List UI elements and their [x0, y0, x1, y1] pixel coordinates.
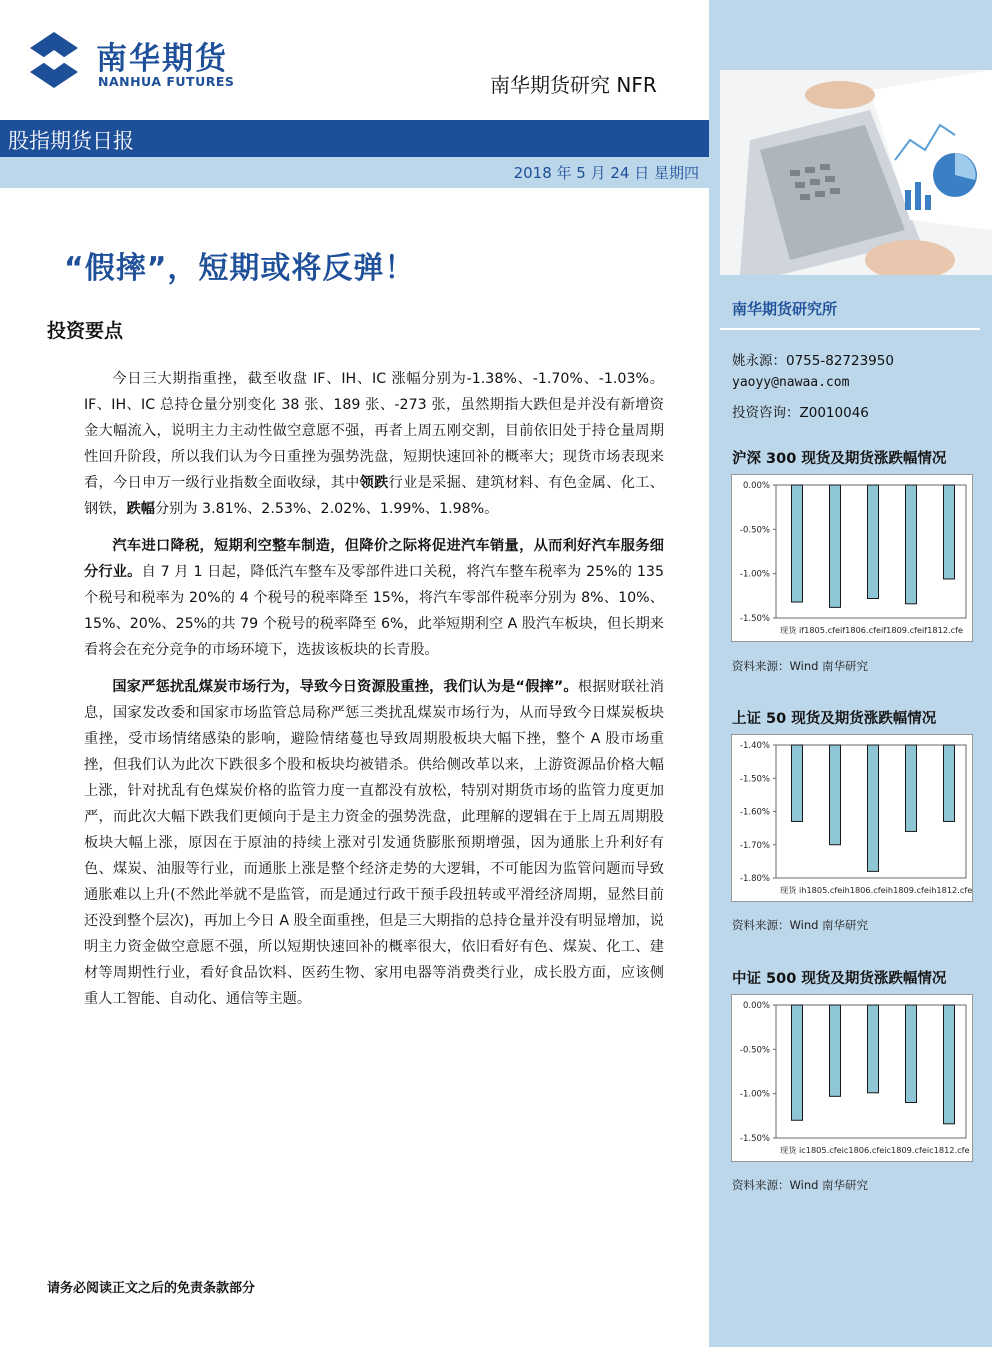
disclaimer-note: 请务必阅读正文之后的免责条款部分	[47, 1281, 256, 1296]
nanhua-logo-icon	[22, 28, 86, 92]
chart-source-hs300: 资料来源：Wind 南华研究	[732, 659, 869, 673]
y-tick-label: -1.60%	[739, 807, 770, 818]
bar-chart-svg	[732, 735, 972, 901]
bar-ic1806.cfe	[868, 1005, 879, 1093]
bar-ih1805.cfe	[830, 745, 841, 845]
section-title: 投资要点	[47, 320, 124, 342]
bar-ic1805.cfe	[830, 1005, 841, 1096]
bar-if1812.cfe	[944, 485, 955, 579]
x-category-labels: 现货 if1805.cfeif1806.cfeif1809.cfeif1812.cfe	[780, 625, 964, 635]
chart-hs300	[731, 474, 973, 642]
y-tick-label: -1.40%	[739, 741, 770, 751]
y-tick-label: -1.50%	[739, 774, 770, 785]
header-photo	[720, 70, 992, 275]
x-category-labels: 现货 ih1805.cfeih1806.cfeih1809.cfeih1812.cfe	[780, 885, 972, 895]
logo-text-cn: 南华期货	[96, 41, 228, 77]
y-tick-label: 0.00%	[742, 1001, 770, 1011]
analyst-contact: 姚永源：0755-82723950	[732, 353, 894, 369]
bar-chart-svg	[732, 995, 972, 1161]
bar-ih1812.cfe	[944, 745, 955, 821]
y-tick-label: -1.50%	[739, 1134, 770, 1144]
sidebar-divider	[720, 328, 980, 330]
bar-ih1806.cfe	[868, 745, 879, 871]
chart-sz50	[731, 734, 973, 902]
bar-ic1812.cfe	[944, 1005, 955, 1124]
paragraph-3: 国家严惩扰乱煤炭市场行为，导致今日资源股重挫，我们认为是“假摔”。根据财联社消息，国家发改委和国家市场监管总局称严惩三类扰乱煤炭市场行为，从而导致今日煤炭板块重挫，受市场情绪感染的影响，避险情绪蔓也导致周期股板块大幅下挫，整个 A 股市场重挫，但我们认为此次下跌很多个股和板块均被错杀。供给侧改革以来，上游资源品价格大幅上涨，针对扰乱有色煤炭价格的监管力度一直都没有放松，特别对期货市场的监管力度更加严，而此次大幅下跌我们更倾向于是主力资金的强势洗盘，此理解的逻辑在于上周五周期股板块大幅上涨，原因在于原油的持续上涨对引发通货膨胀预期增强，因为通胀上升利好有色、煤炭、油服等行业，而通胀上涨是整个经济走势的大逻辑，不可能因为监管问题而导致通胀难以上升(不然此举就不是监管，而是通过行政干预手段扭转或平滑经济周期，显然目前还没到整个层次)，再加上今日 A 股全面重挫，但是三大期指的总持仓量并没有明显增加，说明主力资金做空意愿不强，所以短期快速回补的概率很大，依旧看好有色、煤炭、化工、建材等周期性行业，看好食品饮料、医药生物、家用电器等消费类行业，成长股方面，应该侧重人工智能、自动化、通信等主题。	[84, 679, 664, 1007]
report-date: 2018 年 5 月 24 日 星期四	[513, 164, 699, 182]
y-tick-label: -1.00%	[739, 569, 770, 580]
bar-现货	[792, 745, 803, 821]
research-institute: 南华期货研究所	[732, 300, 838, 318]
y-tick-label: -1.00%	[739, 1089, 770, 1100]
paragraph-2: 汽车进口降税，短期利空整车制造，但降价之际将促进汽车销量，从而利好汽车服务细分行业。自 7 月 1 日起，降低汽车整车及零部件进口关税，将汽车整车税率为 25%的 135 个税号和税率为 20%的 4 个税号的税率降至 15%，将汽车零部件税率分别为 8%、10%、15%、20%、25%的共 79 个税号的税率降至 6%，此举短期利空 A 股汽车板块，但长期来看将会在充分竞争的市场环境下，选拔该板块的长青股。	[84, 538, 664, 658]
headline: “假摔”，短期或将反弹！	[64, 251, 416, 286]
bar-if1805.cfe	[830, 485, 841, 607]
chart-title-zz500: 中证 500 现货及期货涨跌幅情况	[732, 971, 947, 987]
bar-if1806.cfe	[868, 485, 879, 598]
license-number: 投资咨询：Z0010046	[732, 405, 869, 421]
y-tick-label: -0.50%	[739, 525, 770, 536]
y-tick-label: -0.50%	[739, 1045, 770, 1056]
bar-chart-svg	[732, 475, 972, 641]
bar-现货	[792, 485, 803, 602]
bar-ih1809.cfe	[906, 745, 917, 831]
chart-zz500	[731, 994, 973, 1162]
chart-source-sz50: 资料来源：Wind 南华研究	[732, 918, 869, 932]
y-tick-label: -1.80%	[739, 874, 770, 884]
logo-text-en: NANHUA FUTURES	[98, 74, 235, 89]
date-band	[0, 157, 709, 188]
chart-title-hs300: 沪深 300 现货及期货涨跌幅情况	[732, 451, 947, 467]
y-tick-label: -1.50%	[739, 614, 770, 624]
report-type: 股指期货日报	[8, 129, 134, 153]
chart-source-zz500: 资料来源：Wind 南华研究	[732, 1178, 869, 1192]
article-body	[84, 366, 664, 1023]
analyst-email[interactable]: yaoyy@nawaa.com	[732, 375, 850, 390]
y-tick-label: 0.00%	[742, 481, 770, 491]
bar-ic1809.cfe	[906, 1005, 917, 1103]
paragraph-1: 今日三大期指重挫，截至收盘 IF、IH、IC 涨幅分别为-1.38%、-1.70%、-1.03%。IF、IH、IC 总持仓量分别变化 38 张、189 张、-273 张，虽然期指大跌但是并没有新增资金大幅流入，说明主力主动性做空意愿不强，再者上周五刚交割，目前依旧处于持仓量周期性回升阶段，所以我们认为今日重挫为强势洗盘，短期快速回补的概率大；现货市场表现来看，今日申万一级行业指数全面收绿，其中领跌行业是采掘、建筑材料、有色金属、化工、钢铁，跌幅分别为 3.81%、2.53%、2.02%、1.99%、1.98%。	[84, 371, 664, 517]
x-category-labels: 现货 ic1805.cfeic1806.cfeic1809.cfeic1812.cfe	[780, 1145, 970, 1155]
bar-现货	[792, 1005, 803, 1120]
y-tick-label: -1.70%	[739, 840, 770, 851]
laptop-chart-illustration	[720, 70, 992, 275]
bar-if1809.cfe	[906, 485, 917, 604]
chart-title-sz50: 上证 50 现货及期货涨跌幅情况	[732, 711, 937, 727]
report-type-band	[0, 120, 709, 157]
report-series: 南华期货研究 NFR	[490, 73, 657, 97]
